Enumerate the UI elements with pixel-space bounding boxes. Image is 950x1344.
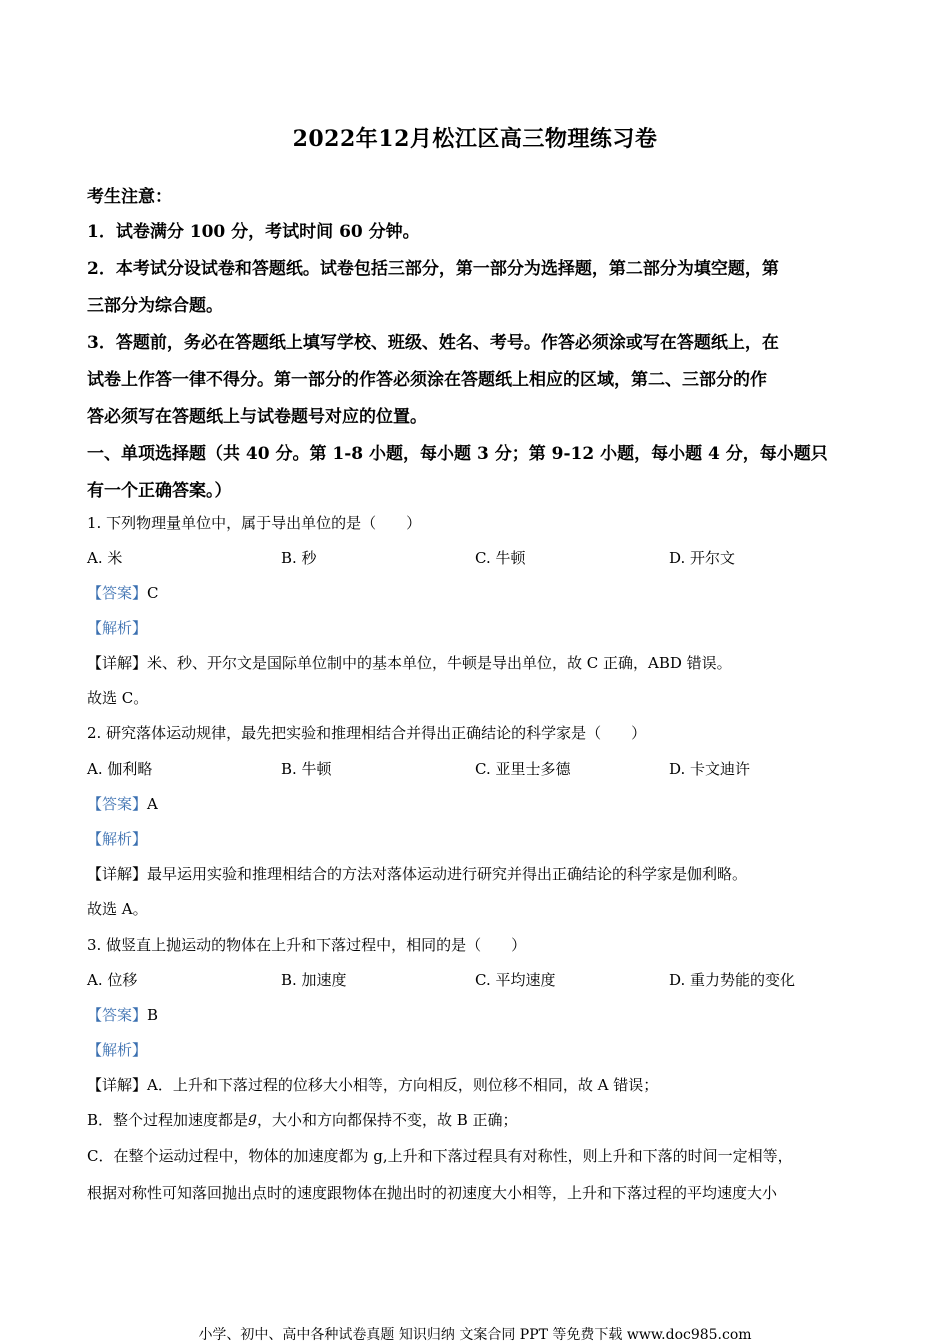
page-title: 2022年12月松江区高三物理练习卷	[292, 126, 658, 152]
q3-stem: 3. 做竖直上抛运动的物体在上升和下落过程中，相同的是（ ）	[87, 936, 527, 954]
q2-conclusion: 故选 A。	[87, 900, 148, 918]
q1-stem: 1. 下列物理量单位中，属于导出单位的是（ ）	[87, 514, 422, 532]
notice-item-1: 1．试卷满分 100 分，考试时间 60 分钟。	[87, 222, 420, 242]
q3-detail-a	[87, 1074, 658, 1095]
q3-detail-b-post: ，大小和方向都保持不变，故 B 正确；	[257, 1111, 518, 1129]
q3-answer-value: B	[147, 1006, 159, 1024]
q3-analysis-label: 【解析】	[87, 1041, 148, 1059]
q3-detail-a-text: A．上升和下落过程的位移大小相等，方向相反，则位移不相同，故 A 错误；	[147, 1076, 659, 1094]
answer-label: 【答案】	[87, 1006, 148, 1024]
notice-item-2-line-1: 2．本考试分设试卷和答题纸。试卷包括三部分，第一部分为选择题，第二部分为填空题，第	[87, 259, 779, 279]
detail-label: 【详解】	[87, 865, 148, 883]
notice-item-3-line-2: 试卷上作答一律不得分。第一部分的作答必须涂在答题纸上相应的区域，第二、三部分的作	[87, 370, 767, 390]
detail-label: 【详解】	[87, 1076, 148, 1094]
q3-option-a: A. 位移	[87, 971, 138, 989]
answer-label: 【答案】	[87, 795, 148, 813]
notice-item-2-line-2: 三部分为综合题。	[87, 296, 223, 316]
q3-option-b: B. 加速度	[281, 971, 347, 989]
q2-detail-text: 最早运用实验和推理相结合的方法对落体运动进行研究并得出正确结论的科学家是伽利略。	[147, 865, 748, 883]
notice-item-3-line-3: 答必须写在答题纸上与试卷题号对应的位置。	[87, 407, 427, 427]
q3-detail-b	[87, 1109, 518, 1130]
notice-heading: 考生注意：	[87, 187, 172, 207]
page-footer: 小学、初中、高中各种试卷真题 知识归纳 文案合同 PPT 等免费下载 www.doc985.com	[198, 1327, 752, 1343]
detail-label: 【详解】	[87, 654, 148, 672]
q1-option-b: B. 秒	[281, 549, 317, 567]
q3-detail-b-pre: B．整个过程加速度都是	[87, 1111, 249, 1129]
q3-answer	[87, 1004, 158, 1025]
section-1-heading-line-2: 有一个正确答案。）	[87, 481, 232, 501]
q1-option-d: D. 开尔文	[669, 549, 736, 567]
q1-detail	[87, 652, 732, 673]
q2-option-d: D. 卡文迪许	[669, 760, 751, 778]
q2-option-c: C. 亚里士多德	[475, 760, 571, 778]
q1-analysis-label: 【解析】	[87, 619, 148, 637]
q2-analysis-label: 【解析】	[87, 830, 148, 848]
q2-stem: 2. 研究落体运动规律，最先把实验和推理相结合并得出正确结论的科学家是（ ）	[87, 724, 647, 742]
q1-answer	[87, 582, 159, 603]
q2-detail	[87, 863, 747, 884]
q2-option-a: A. 伽利略	[87, 760, 153, 778]
q3-option-d: D. 重力势能的变化	[669, 971, 796, 989]
q3-detail-c-line-2: 根据对称性可知落回抛出点时的速度跟物体在抛出时的初速度大小相等，上升和下落过程的平均速度大小	[87, 1184, 778, 1202]
q1-conclusion: 故选 C。	[87, 689, 149, 707]
q3-detail-b-variable: g	[248, 1110, 257, 1126]
q2-option-b: B. 牛顿	[281, 760, 332, 778]
q3-detail-c-line-1: C．在整个运动过程中，物体的加速度都为 g,上升和下落过程具有对称性，则上升和下落的时间一定相等，	[87, 1147, 793, 1165]
q2-answer-value: A	[147, 795, 158, 813]
q2-answer	[87, 793, 158, 814]
q3-option-c: C. 平均速度	[475, 971, 556, 989]
q1-option-a: A. 米	[87, 549, 123, 567]
q1-option-c: C. 牛顿	[475, 549, 526, 567]
answer-label: 【答案】	[87, 584, 148, 602]
section-1-heading-line-1: 一、单项选择题（共 40 分。第 1-8 小题，每小题 3 分；第 9-12 小题，每小题 4 分，每小题只	[87, 444, 828, 464]
notice-item-3-line-1: 3．答题前，务必在答题纸上填写学校、班级、姓名、考号。作答必须涂或写在答题纸上，在	[87, 333, 779, 353]
q1-answer-value: C	[147, 584, 159, 602]
q1-detail-text: 米、秒、开尔文是国际单位制中的基本单位，牛顿是导出单位，故 C 正确，ABD 错误。	[147, 654, 732, 672]
